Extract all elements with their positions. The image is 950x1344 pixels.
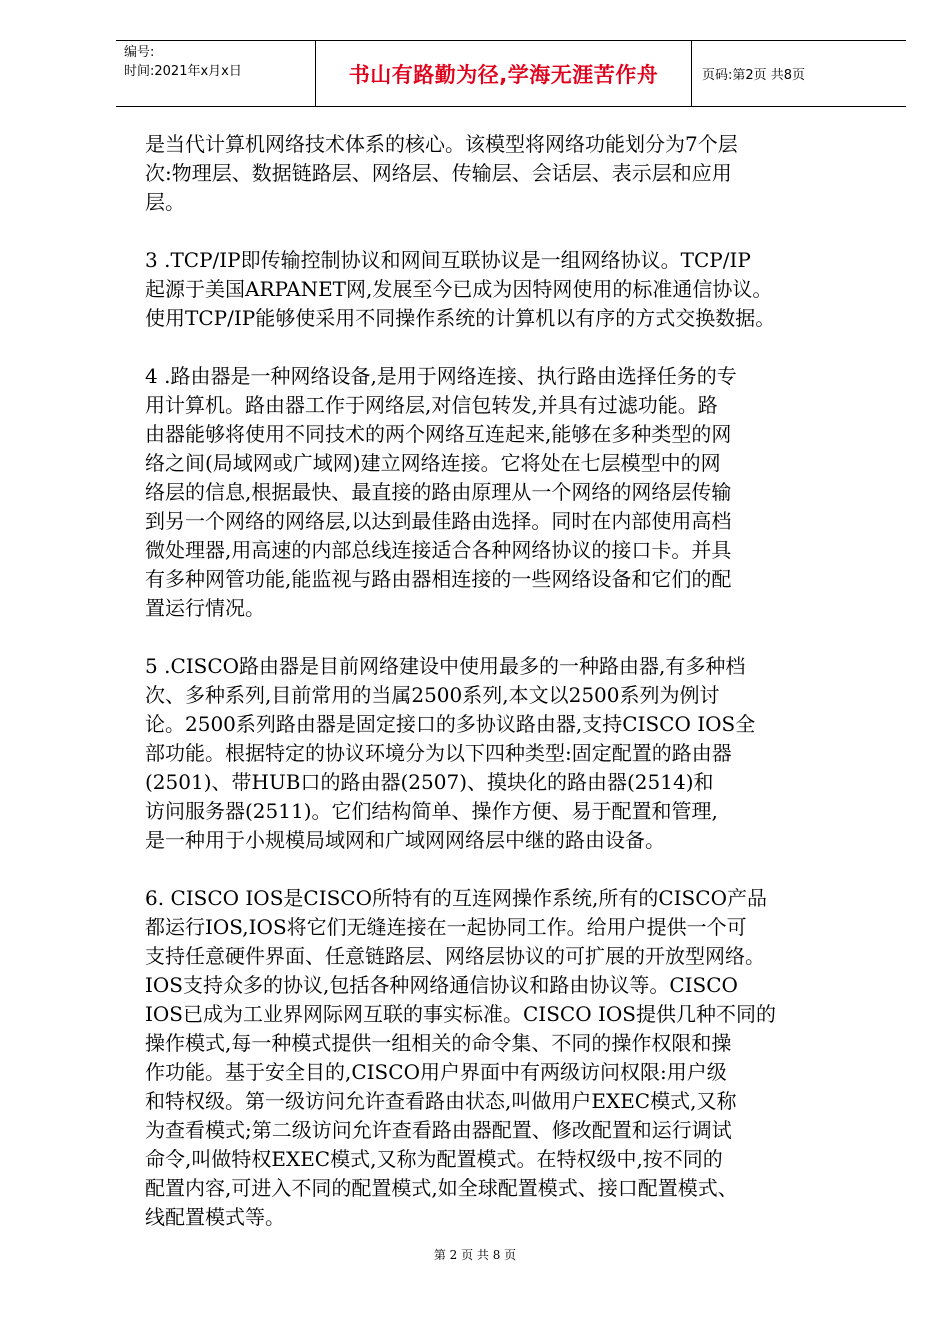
text-line: 论。2500系列路由器是固定接口的多协议路由器,支持CISCO IOS全 [145,712,756,736]
header-motto: 书山有路勤为径,学海无涯苦作舟 [316,41,692,106]
paragraph [145,652,875,855]
text-line: 4 .路由器是一种网络设备,是用于网络连接、执行路由选择任务的专 [145,364,737,388]
text-line: 访问服务器(2511)。它们结构简单、操作方便、易于配置和管理, [145,799,718,823]
text-line: 配置内容,可进入不同的配置模式,如全球配置模式、接口配置模式、 [145,1176,738,1200]
text-line: IOS已成为工业界网际网互联的事实标准。CISCO IOS提供几种不同的 [145,1002,776,1026]
document-body [145,130,875,1261]
text-line: 用计算机。路由器工作于网络层,对信包转发,并具有过滤功能。路 [145,393,718,417]
text-line: 5 .CISCO路由器是目前网络建设中使用最多的一种路由器,有多种档 [145,654,746,678]
text-line: 层。 [145,190,185,214]
text-line: 起源于美国ARPANET网,发展至今已成为因特网使用的标准通信协议。 [145,277,773,301]
text-line: 线配置模式等。 [145,1205,285,1229]
text-line: 络之间(局域网或广域网)建立网络连接。它将处在七层模型中的网 [145,451,721,475]
text-line: 6. CISCO IOS是CISCO所特有的互连网操作系统,所有的CISCO产品 [145,886,767,910]
text-line: 次:物理层、数据链路层、网络层、传输层、会话层、表示层和应用 [145,161,732,185]
text-line: 有多种网管功能,能监视与路由器相连接的一些网络设备和它们的配 [145,567,732,591]
paragraph [145,130,875,217]
text-line: 微处理器,用高速的内部总线连接适合各种网络协议的接口卡。并具 [145,538,732,562]
paragraph [145,362,875,623]
text-line: 次、多种系列,目前常用的当属2500系列,本文以2500系列为例讨 [145,683,720,707]
paragraph [145,884,875,1232]
text-line: 作功能。基于安全目的,CISCO用户界面中有两级访问权限:用户级 [145,1060,727,1084]
text-line: 是一种用于小规模局域网和广域网网络层中继的路由设备。 [145,828,665,852]
text-line: 都运行IOS,IOS将它们无缝连接在一起协同工作。给用户提供一个可 [145,915,747,939]
text-line: 络层的信息,根据最快、最直接的路由原理从一个网络的网络层传输 [145,480,732,504]
header-page-label: 页码:第2页 共8页 [702,68,806,83]
time-label: 时间:2021年x月x日 [124,64,242,79]
text-line: 3 .TCP/IP即传输控制协议和网间互联协议是一组网络协议。TCP/IP [145,248,751,272]
page-footer: 第 2 页 共 8 页 [433,1248,517,1262]
text-line: 由器能够将使用不同技术的两个网络互连起来,能够在多种类型的网 [145,422,732,446]
text-line: 支持任意硬件界面、任意链路层、网络层协议的可扩展的开放型网络。 [145,944,765,968]
text-line: 使用TCP/IP能够使采用不同操作系统的计算机以有序的方式交换数据。 [145,306,776,330]
text-line: 为查看模式;第二级访问允许查看路由器配置、修改配置和运行调试 [145,1118,732,1142]
text-line: 置运行情况。 [145,596,265,620]
paragraph [145,246,875,333]
text-line: IOS支持众多的协议,包括各种网络通信协议和路由协议等。CISCO [145,973,738,997]
text-line: 命令,叫做特权EXEC模式,又称为配置模式。在特权级中,按不同的 [145,1147,723,1171]
text-line: (2501)、带HUB口的路由器(2507)、摸块化的路由器(2514)和 [145,770,714,794]
text-line: 到另一个网络的网络层,以达到最佳路由选择。同时在内部使用高档 [145,509,732,533]
page-header [116,40,906,107]
text-line: 部功能。根据特定的协议环境分为以下四种类型:固定配置的路由器 [145,741,732,765]
header-meta [116,41,316,106]
text-line: 操作模式,每一种模式提供一组相关的命令集、不同的操作权限和操 [145,1031,732,1055]
number-label: 编号: [124,45,155,60]
text-line: 是当代计算机网络技术体系的核心。该模型将网络功能划分为7个层 [145,132,738,156]
text-line: 和特权级。第一级访问允许查看路由状态,叫做用户EXEC模式,又称 [145,1089,737,1113]
